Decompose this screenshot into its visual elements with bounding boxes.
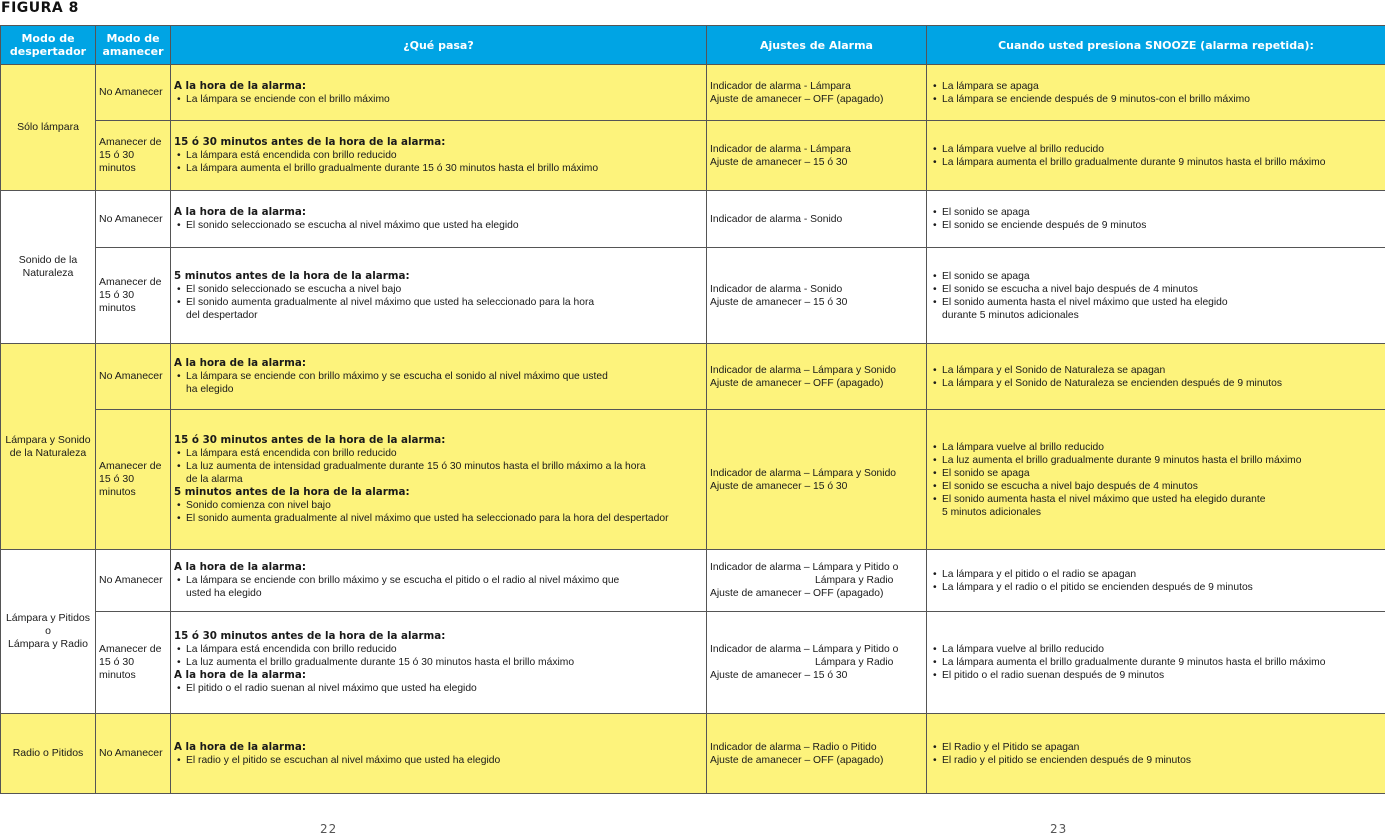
snooze-bullet: • El sonido aumenta hasta el nivel máximo que usted ha elegido <box>930 296 1382 309</box>
sub-no-amanecer: No Amanecer <box>96 714 171 794</box>
table-row <box>1 65 1385 121</box>
header-que-pasa: ¿Qué pasa? <box>171 26 707 65</box>
table-row <box>1 121 1385 191</box>
snooze-bullet: • El sonido se enciende después de 9 minutos <box>930 219 1382 232</box>
settings-cell <box>707 612 927 714</box>
snooze-bullet: • La lámpara y el Sonido de Naturaleza se apagan <box>930 364 1382 377</box>
what-bullet-cont: de la alarma <box>186 474 243 485</box>
what-heading: A la hora de la alarma: <box>174 206 306 218</box>
header-snooze: Cuando usted presiona SNOOZE (alarma repetida): <box>927 26 1385 65</box>
mode-radio-pitidos: Radio o Pitidos <box>1 714 96 794</box>
what-bullet: • La lámpara se enciende con brillo máximo y se escucha el pitido o el radio al nivel máximo que <box>174 574 703 587</box>
what-bullet-cont: del despertador <box>186 309 258 321</box>
snooze-bullet: • La lámpara y el Sonido de Naturaleza se encienden después de 9 minutos <box>930 377 1382 390</box>
snooze-cell <box>927 612 1385 714</box>
what-bullet: • El sonido aumenta gradualmente al nivel máximo que usted ha seleccionado para la hora <box>174 296 703 309</box>
settings-cell <box>707 410 927 550</box>
snooze-cell <box>927 191 1385 248</box>
setting-line: Indicador de alarma – Lámpara y Sonido <box>710 364 897 376</box>
what-heading: 15 ó 30 minutos antes de la hora de la alarma: <box>174 136 446 148</box>
snooze-bullet: • El sonido se apaga <box>930 206 1382 219</box>
snooze-bullet: • El pitido o el radio suenan después de 9 minutos <box>930 669 1382 682</box>
what-bullet: • La luz aumenta de intensidad gradualmente durante 15 ó 30 minutos hasta el brillo máximo a la hora <box>174 460 703 473</box>
table-row <box>1 714 1385 794</box>
settings-cell <box>707 550 927 612</box>
what-cell <box>171 410 707 550</box>
sub-amanecer: Amanecer de 15 ó 30 minutos <box>96 248 171 344</box>
what-cell <box>171 121 707 191</box>
header-modo-amanecer: Modo de amanecer <box>96 26 171 65</box>
what-bullet: • La lámpara está encendida con brillo reducido <box>174 447 703 460</box>
what-cell <box>171 344 707 410</box>
snooze-bullet: • El sonido aumenta hasta el nivel máximo que usted ha elegido durante <box>930 493 1382 506</box>
what-heading: 5 minutos antes de la hora de la alarma: <box>174 486 410 498</box>
setting-line: Ajuste de amanecer – OFF (apagado) <box>710 377 884 389</box>
snooze-cell <box>927 550 1385 612</box>
snooze-cell <box>927 248 1385 344</box>
page-number-left: 22 <box>320 822 338 836</box>
setting-line: Indicador de alarma – Radio o Pitido <box>710 741 877 753</box>
settings-cell <box>707 65 927 121</box>
sub-no-amanecer: No Amanecer <box>96 344 171 410</box>
sub-amanecer: Amanecer de 15 ó 30 minutos <box>96 121 171 191</box>
what-bullet: • El sonido seleccionado se escucha a nivel bajo <box>174 283 703 296</box>
mode-solo-lampara: Sólo lámpara <box>1 65 96 191</box>
what-cell <box>171 191 707 248</box>
setting-line: Lámpara y Radio <box>815 575 894 586</box>
what-cell <box>171 248 707 344</box>
what-bullet: • El sonido seleccionado se escucha al nivel máximo que usted ha elegido <box>174 219 703 232</box>
mode-lampara-sonido: Lámpara y Sonido de la Naturaleza <box>1 344 96 550</box>
snooze-bullet: • La lámpara se enciende después de 9 minutos-con el brillo máximo <box>930 93 1382 106</box>
snooze-bullet: • El sonido se apaga <box>930 270 1382 283</box>
snooze-cell <box>927 714 1385 794</box>
snooze-bullet: • La lámpara vuelve al brillo reducido <box>930 643 1382 656</box>
snooze-bullet-cont: durante 5 minutos adicionales <box>942 309 1079 321</box>
table-row <box>1 550 1385 612</box>
alarm-modes-table <box>0 25 1385 794</box>
snooze-bullet: • El sonido se escucha a nivel bajo después de 4 minutos <box>930 480 1382 493</box>
sub-amanecer: Amanecer de 15 ó 30 minutos <box>96 612 171 714</box>
figure-title: FIGURA 8 <box>1 0 79 16</box>
sub-no-amanecer: No Amanecer <box>96 65 171 121</box>
table-row <box>1 410 1385 550</box>
settings-cell <box>707 191 927 248</box>
what-heading: A la hora de la alarma: <box>174 79 306 92</box>
snooze-bullet: • La lámpara y el radio o el pitido se encienden después de 9 minutos <box>930 581 1382 594</box>
what-cell <box>171 550 707 612</box>
what-bullet: • La luz aumenta el brillo gradualmente durante 15 ó 30 minutos hasta el brillo máximo <box>174 656 703 669</box>
snooze-bullet: • El sonido se escucha a nivel bajo después de 4 minutos <box>930 283 1382 296</box>
table-row <box>1 612 1385 714</box>
what-heading: A la hora de la alarma: <box>174 669 306 681</box>
what-heading: 15 ó 30 minutos antes de la hora de la alarma: <box>174 434 446 446</box>
snooze-bullet: • El radio y el pitido se encienden después de 9 minutos <box>930 754 1382 767</box>
setting-line: Ajuste de amanecer – OFF (apagado) <box>710 754 884 766</box>
table-row <box>1 191 1385 248</box>
what-bullet: • La lámpara aumenta el brillo gradualmente durante 15 ó 30 minutos hasta el brillo máximo <box>174 162 703 175</box>
what-cell <box>171 612 707 714</box>
header-ajustes: Ajustes de Alarma <box>707 26 927 65</box>
what-heading: A la hora de la alarma: <box>174 357 306 369</box>
what-cell <box>171 714 707 794</box>
settings-cell <box>707 121 927 191</box>
what-heading: A la hora de la alarma: <box>174 561 306 573</box>
table-header-row <box>1 26 1385 65</box>
mode-line: o <box>45 625 51 637</box>
what-bullet-cont: usted ha elegido <box>186 588 262 599</box>
sub-no-amanecer: No Amanecer <box>96 191 171 248</box>
settings-cell <box>707 248 927 344</box>
mode-line: Lámpara y Radio <box>8 638 88 650</box>
what-bullet: • La lámpara se enciende con brillo máximo y se escucha el sonido al nivel máximo que usted <box>174 370 703 383</box>
snooze-bullet: • La lámpara vuelve al brillo reducido <box>930 143 1382 156</box>
setting-line: Indicador de alarma - Lámpara <box>710 80 851 92</box>
table-row <box>1 248 1385 344</box>
setting-line: Indicador de alarma – Lámpara y Sonido <box>710 467 897 479</box>
what-bullet: • La lámpara está encendida con brillo reducido <box>174 643 703 656</box>
mode-lampara-pitidos-radio <box>1 550 96 714</box>
settings-cell <box>707 344 927 410</box>
what-bullet: • El radio y el pitido se escuchan al nivel máximo que usted ha elegido <box>174 754 703 767</box>
what-heading: 5 minutos antes de la hora de la alarma: <box>174 269 410 282</box>
snooze-cell <box>927 121 1385 191</box>
setting-line: Ajuste de amanecer – 15 ó 30 <box>710 670 848 681</box>
what-bullet: • El sonido aumenta gradualmente al nivel máximo que usted ha seleccionado para la hora del despertador <box>174 512 703 525</box>
snooze-bullet: • La lámpara vuelve al brillo reducido <box>930 441 1382 454</box>
what-cell <box>171 65 707 121</box>
mode-line: Lámpara y Pitidos <box>5 612 91 624</box>
mode-sonido-naturaleza: Sonido de la Naturaleza <box>1 191 96 344</box>
what-bullet: • La lámpara está encendida con brillo reducido <box>174 149 703 162</box>
setting-line: Indicador de alarma - Sonido <box>710 213 843 225</box>
setting-line: Indicador de alarma – Lámpara y Pitido o <box>710 644 899 655</box>
what-heading: 15 ó 30 minutos antes de la hora de la alarma: <box>174 630 446 642</box>
what-bullet: • El pitido o el radio suenan al nivel máximo que usted ha elegido <box>174 682 703 695</box>
setting-line: Indicador de alarma - Sonido <box>710 283 843 295</box>
setting-line: Ajuste de amanecer – OFF (apagado) <box>710 93 884 105</box>
snooze-bullet: • El Radio y el Pitido se apagan <box>930 741 1382 754</box>
what-bullet: • Sonido comienza con nivel bajo <box>174 499 703 512</box>
what-bullet-cont: ha elegido <box>186 384 234 395</box>
snooze-cell <box>927 344 1385 410</box>
setting-line: Indicador de alarma - Lámpara <box>710 143 851 155</box>
snooze-cell <box>927 65 1385 121</box>
settings-cell <box>707 714 927 794</box>
sub-amanecer: Amanecer de 15 ó 30 minutos <box>96 410 171 550</box>
page-number-right: 23 <box>1050 822 1068 836</box>
snooze-bullet-cont: 5 minutos adicionales <box>942 506 1042 518</box>
snooze-bullet: • La lámpara y el pitido o el radio se apagan <box>930 568 1382 581</box>
snooze-bullet: • El sonido se apaga <box>930 467 1382 480</box>
table-row <box>1 344 1385 410</box>
setting-line: Ajuste de amanecer – 15 ó 30 <box>710 296 848 308</box>
what-heading: A la hora de la alarma: <box>174 740 306 753</box>
what-bullet: • La lámpara se enciende con el brillo máximo <box>174 93 703 106</box>
header-modo-despertador: Modo de despertador <box>1 26 96 65</box>
snooze-cell <box>927 410 1385 550</box>
setting-line: Indicador de alarma – Lámpara y Pitido o <box>710 562 899 573</box>
snooze-bullet: • La lámpara aumenta el brillo gradualmente durante 9 minutos hasta el brillo máximo <box>930 156 1382 169</box>
setting-line: Lámpara y Radio <box>815 657 894 668</box>
setting-line: Ajuste de amanecer – 15 ó 30 <box>710 480 848 492</box>
setting-line: Ajuste de amanecer – OFF (apagado) <box>710 588 884 599</box>
sub-no-amanecer: No Amanecer <box>96 550 171 612</box>
setting-line: Ajuste de amanecer – 15 ó 30 <box>710 156 848 168</box>
snooze-bullet: • La lámpara se apaga <box>930 80 1382 93</box>
snooze-bullet: • La luz aumenta el brillo gradualmente durante 9 minutos hasta el brillo máximo <box>930 454 1382 467</box>
snooze-bullet: • La lámpara aumenta el brillo gradualmente durante 9 minutos hasta el brillo máximo <box>930 656 1382 669</box>
